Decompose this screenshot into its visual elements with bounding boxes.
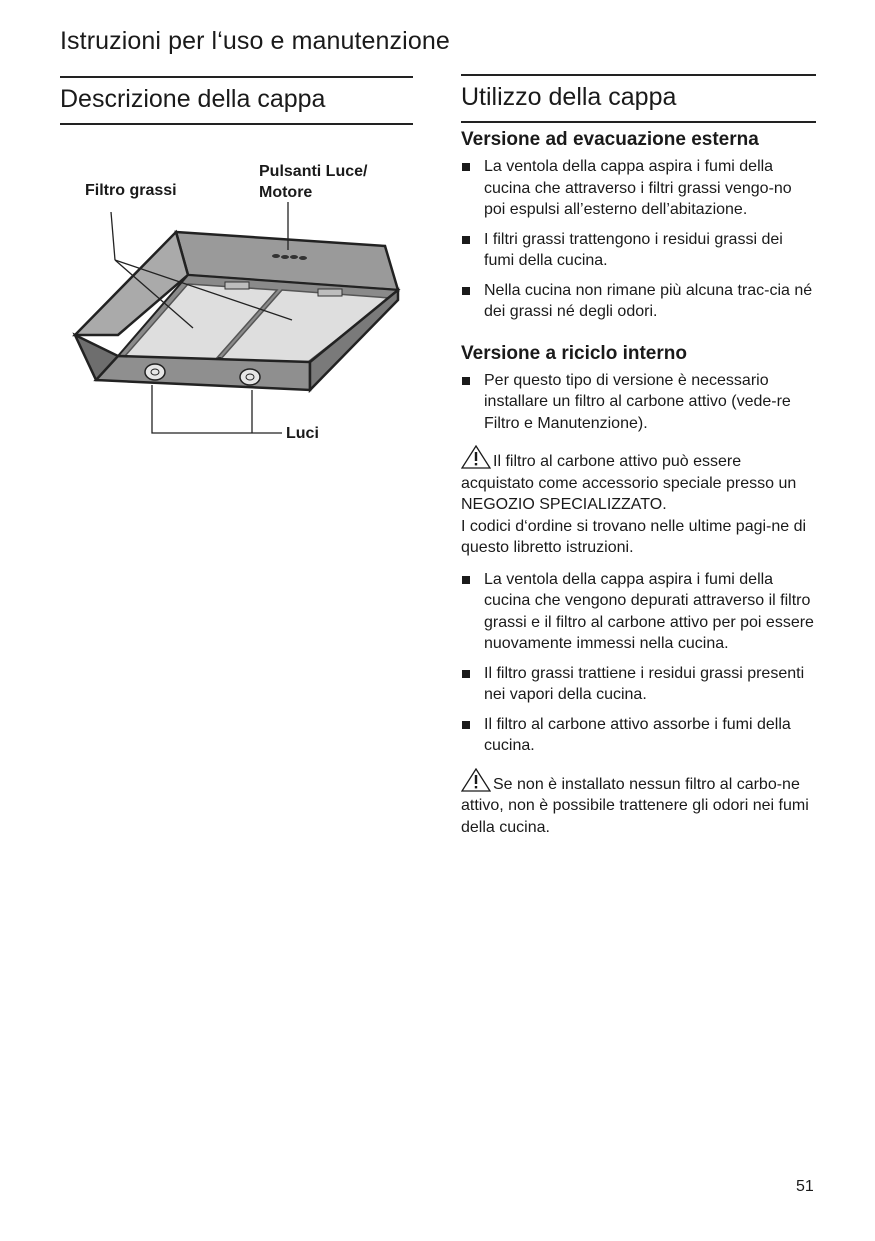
square-bullet-icon	[462, 670, 470, 678]
leader-luci-left	[152, 385, 282, 433]
warning-text-2: Se non è installato nessun filtro al carbo-ne attivo, non è possibile trattenere gli odori nei fumi della cucina.	[461, 775, 809, 836]
list-item	[461, 229, 816, 272]
hood-front-strip	[96, 356, 310, 390]
left-section-title: Descrizione della cappa	[60, 85, 326, 113]
square-bullet-icon	[462, 377, 470, 385]
warning-triangle-icon	[461, 445, 491, 469]
heading-recirc: Versione a riciclo interno	[461, 342, 687, 364]
warning-paragraph-2	[461, 768, 816, 839]
recirc-bullets-a	[461, 370, 816, 435]
right-bottom-rule	[461, 121, 816, 123]
light-right	[240, 369, 260, 385]
label-pulsanti-line2: Motore	[259, 184, 313, 201]
left-bottom-rule	[60, 123, 413, 125]
page-number: 51	[796, 1178, 814, 1195]
light-left	[145, 364, 165, 380]
filter-handle-right	[318, 289, 342, 296]
filter-handle-left	[225, 282, 249, 289]
square-bullet-icon	[462, 576, 470, 584]
heading-external: Versione ad evacuazione esterna	[461, 129, 759, 150]
right-column	[461, 74, 816, 838]
list-item-text: Per questo tipo di versione è necessario installare un filtro al carbone attivo (vede-re Filtro e Manutenzione).	[484, 371, 791, 432]
list-item	[461, 370, 816, 435]
hood-drawing	[60, 150, 413, 450]
square-bullet-icon	[462, 721, 470, 729]
list-item-text: I filtri grassi trattengono i residui grassi dei fumi della cucina.	[484, 230, 783, 269]
hood-diagram	[60, 150, 413, 450]
note-paragraph-1: I codici d‘ordine si trovano nelle ultime pagi-ne di questo libretto istruzioni.	[461, 517, 807, 556]
external-bullets	[461, 156, 816, 323]
warning-text-1: Il filtro al carbone attivo può essere acquistato come accessorio speciale presso un NEGOZIO SPECIALIZZATO.	[461, 453, 797, 513]
label-pulsanti-line1: Pulsanti Luce/	[259, 163, 368, 180]
page-header: Istruzioni per l‘uso e manutenzione	[60, 27, 450, 55]
label-filtro-grassi: Filtro grassi	[85, 182, 177, 199]
recirc-bullets-b	[461, 569, 816, 757]
warning-triangle-icon	[461, 768, 491, 792]
list-item-text: Il filtro al carbone attivo assorbe i fumi della cucina.	[484, 715, 791, 754]
list-item-text: La ventola della cappa aspira i fumi della cucina che attraverso i filtri grassi vengo-no poi espulsi all’esterno dell’abitazione.	[484, 158, 792, 218]
list-item	[461, 280, 816, 323]
square-bullet-icon	[462, 287, 470, 295]
square-bullet-icon	[462, 163, 470, 171]
list-item-text: Il filtro grassi trattiene i residui grassi presenti nei vapori della cucina.	[484, 664, 805, 703]
list-item	[461, 156, 816, 221]
list-item-text: Nella cucina non rimane più alcuna trac-cia né dei grassi né degli odori.	[484, 281, 813, 320]
list-item-text: La ventola della cappa aspira i fumi della cucina che vengono depurati attraverso il filtro grassi e il filtro al carbone attivo per poi essere nuovamente immessi nella cucina.	[484, 570, 814, 652]
list-item	[461, 663, 816, 706]
list-item	[461, 714, 816, 757]
right-section-title: Utilizzo della cappa	[461, 83, 677, 111]
label-luci: Luci	[286, 425, 319, 442]
warning-paragraph-1	[461, 445, 816, 516]
square-bullet-icon	[462, 236, 470, 244]
left-column	[60, 76, 413, 125]
list-item	[461, 569, 816, 655]
